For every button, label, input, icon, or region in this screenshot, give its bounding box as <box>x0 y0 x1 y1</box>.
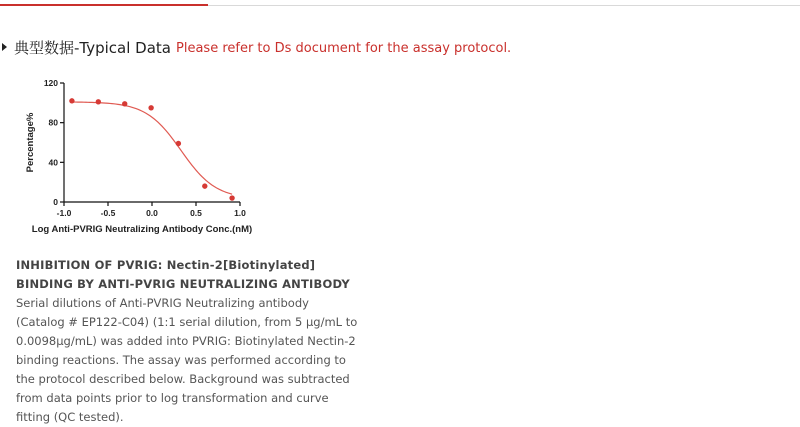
fit-curve <box>72 102 232 194</box>
data-point <box>148 105 153 110</box>
data-point <box>202 183 207 188</box>
x-tick-label: -0.5 <box>100 208 116 218</box>
description-body: Serial dilutions of Anti-PVRIG Neutralizing antibody (Catalog # EP122-C04) (1:1 serial dilution, from 5 μg/mL to 0.0098μg/mL) was added into PVRIG: Biotinylated Nectin-2 binding reactions. The assay was performed according to the protocol described below. Background was subtracted from data points prior to log transformation and curve fitting (QC tested). <box>16 296 358 424</box>
x-axis-label: Log Anti-PVRIG Neutralizing Antibody Conc.(nM) <box>31 224 253 235</box>
section-title: 典型数据-Typical Data <box>14 38 171 57</box>
y-tick-label: 80 <box>48 117 58 128</box>
y-axis-label: Percentage% <box>25 112 36 173</box>
triangle-bullet-icon <box>2 43 7 51</box>
dose-response-chart <box>18 72 278 244</box>
x-tick-label: 1.0 <box>234 208 246 218</box>
x-tick-label: -1.0 <box>56 208 72 218</box>
top-rule <box>208 5 800 6</box>
data-point <box>69 98 74 103</box>
assay-description <box>16 256 361 427</box>
assay-protocol-note: Please refer to Ds document for the assay protocol. <box>176 40 512 56</box>
y-tick-label: 120 <box>43 78 58 88</box>
y-tick-label: 40 <box>48 157 58 168</box>
description-title: INHIBITION OF PVRIG: Nectin-2[Biotinylated] BINDING BY ANTI-PVRIG NEUTRALIZING ANTIBODY <box>16 258 350 291</box>
data-point <box>122 101 127 106</box>
y-tick-label: 0 <box>53 197 58 207</box>
section-header <box>2 36 511 58</box>
data-point <box>229 195 234 200</box>
chart-canvas <box>18 72 278 244</box>
x-tick-label: 0.0 <box>146 208 158 218</box>
data-point <box>96 99 101 104</box>
top-rule-accent <box>0 4 208 6</box>
x-tick-label: 0.5 <box>190 208 202 218</box>
data-point <box>176 141 181 146</box>
